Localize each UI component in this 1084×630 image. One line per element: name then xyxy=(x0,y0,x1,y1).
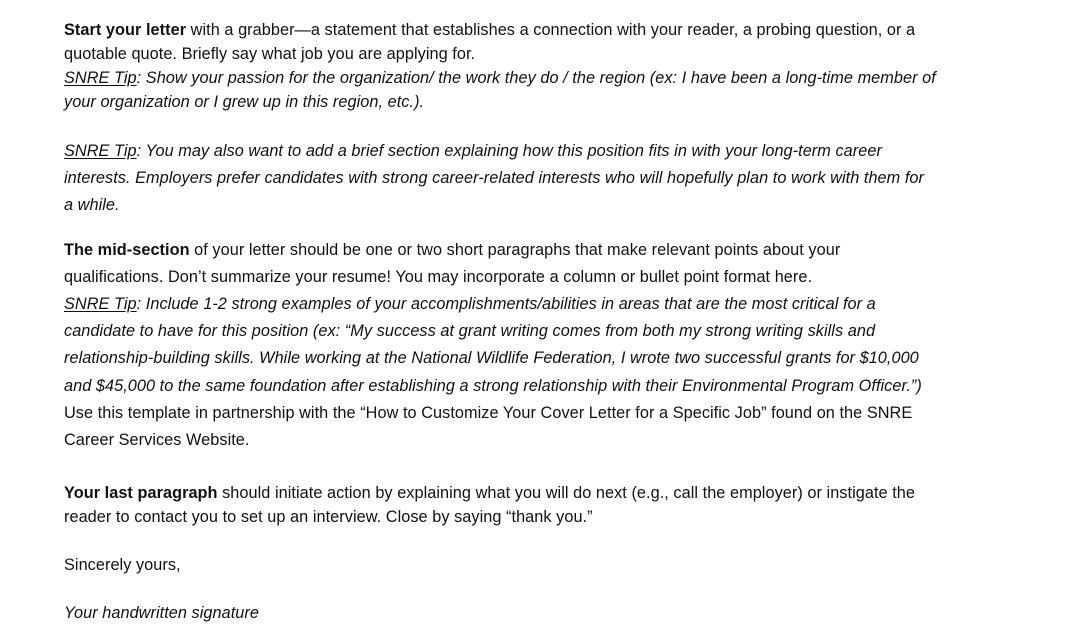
paragraph-3-tip-line-2: candidate to have for this position (ex: “My success at grant writing comes from both my strong writing skills and xyxy=(64,322,876,340)
paragraph-3-line-1-text: of your letter should be one or two short paragraphs that make relevant points about your xyxy=(189,241,841,259)
snre-tip-label: SNRE Tip xyxy=(64,69,137,87)
paragraph-1-tip-line-1 xyxy=(64,68,936,88)
paragraph-3-lead: The mid-section xyxy=(64,241,190,259)
paragraph-1-line-1-text: with a grabber—a statement that establishes a connection with your reader, a probing question, or a xyxy=(186,21,916,39)
paragraph-2-line-3: a while. xyxy=(64,196,120,214)
paragraph-1-lead: Start your letter xyxy=(64,21,187,39)
paragraph-1-line-1 xyxy=(64,20,915,40)
paragraph-3-template-line-2: Career Services Website. xyxy=(64,431,250,449)
closing-salutation: Sincerely yours, xyxy=(64,556,181,574)
paragraph-1-line-2: quotable quote. Briefly say what job you are applying for. xyxy=(64,45,476,63)
paragraph-2-line-1 xyxy=(64,141,882,161)
snre-tip-label: SNRE Tip xyxy=(64,295,137,313)
paragraph-1-tip-line-2: your organization or I grew up in this region, etc.). xyxy=(64,93,425,111)
paragraph-1-tip-text: : Show your passion for the organization/ the work they do / the region (ex: I have been a long-time member of xyxy=(136,69,936,87)
paragraph-4-line-2: reader to contact you to set up an interview. Close by saying “thank you.” xyxy=(64,508,593,526)
paragraph-3-tip-line-3: relationship-building skills. While working at the National Wildlife Federation, I wrote two successful grants for $10,000 xyxy=(64,349,919,367)
paragraph-4-line-1-text: should initiate action by explaining what you will do next (e.g., call the employer) or instigate the xyxy=(217,484,915,502)
paragraph-2-line-1-text: : You may also want to add a brief section explaining how this position fits in with your long-term career xyxy=(136,142,882,160)
paragraph-3-tip-line-4: and $45,000 to the same foundation after establishing a strong relationship with their Environmental Program Officer.”) xyxy=(64,377,922,395)
paragraph-4-line-1 xyxy=(64,483,915,503)
paragraph-2-line-2: interests. Employers prefer candidates with strong career-related interests who will hopefully plan to work with them for xyxy=(64,169,924,187)
paragraph-3-line-2: qualifications. Don’t summarize your resume! You may incorporate a column or bullet point format here. xyxy=(64,268,813,286)
paragraph-3-tip-line-1 xyxy=(64,294,876,314)
paragraph-3-line-1 xyxy=(64,240,840,260)
paragraph-4-lead: Your last paragraph xyxy=(64,484,218,502)
paragraph-3-template-line-1: Use this template in partnership with the “How to Customize Your Cover Letter for a Specific Job” found on the SNRE xyxy=(64,404,913,422)
signature-placeholder: Your handwritten signature xyxy=(64,604,259,622)
snre-tip-label: SNRE Tip xyxy=(64,142,137,160)
paragraph-3-tip-text: : Include 1-2 strong examples of your accomplishments/abilities in areas that are the most critical for a xyxy=(136,295,876,313)
